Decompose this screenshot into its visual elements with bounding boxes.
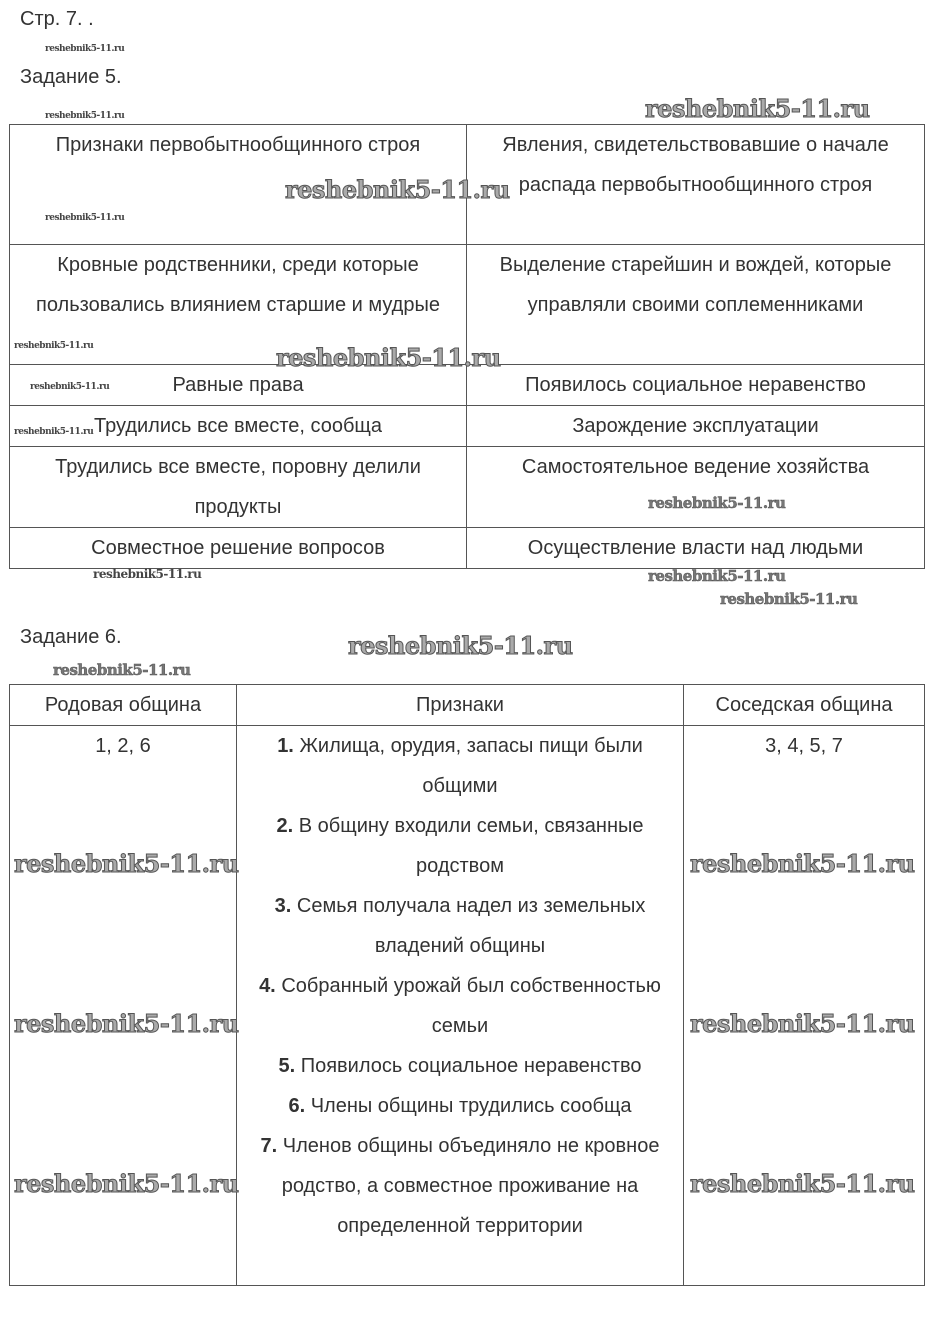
watermark: reshebnik5-11.ru: [690, 849, 915, 878]
watermark: reshebnik5-11.ru: [45, 213, 125, 223]
table-cell: Выделение старейшин и вождей, которые управляли своими соплеменниками: [467, 245, 925, 365]
feature-text: В общину входили семьи, связанные родством: [298, 815, 644, 877]
watermark: reshebnik5-11.ru: [45, 111, 125, 121]
feature-number: 5.: [278, 1055, 296, 1077]
feature-text: Члены общины трудились сообща: [310, 1095, 632, 1117]
feature-text: Семья получала надел из земельных владений общины: [296, 895, 646, 957]
watermark: reshebnik5-11.ru: [276, 343, 501, 372]
watermark: reshebnik5-11.ru: [690, 1009, 915, 1038]
table-row: [10, 528, 925, 569]
task5-title: Задание 5.: [20, 66, 122, 88]
watermark: reshebnik5-11.ru: [53, 661, 191, 679]
task6-title: Задание 6.: [20, 626, 122, 648]
table-cell: Появилось социальное неравенство: [467, 365, 925, 406]
feature-number: 6.: [288, 1095, 306, 1117]
feature-item: [243, 1086, 677, 1126]
feature-item: [243, 1046, 677, 1086]
table-cell: Равные права: [10, 365, 467, 406]
watermark: reshebnik5-11.ru: [648, 567, 786, 585]
watermark: reshebnik5-11.ru: [14, 427, 94, 437]
feature-text: Собранный урожай был собственностью семьи: [281, 975, 661, 1037]
watermark: reshebnik5-11.ru: [14, 341, 94, 351]
watermark: reshebnik5-11.ru: [645, 94, 870, 123]
watermark: reshebnik5-11.ru: [30, 382, 110, 392]
watermark: reshebnik5-11.ru: [45, 44, 125, 54]
table-cell: Осуществление власти над людьми: [467, 528, 925, 569]
feature-number: 4.: [259, 975, 276, 997]
page-label: Стр. 7. .: [20, 8, 94, 30]
feature-text: Членов общины объединяло не кровное родство, а совместное проживание на определенной территории: [281, 1135, 660, 1237]
feature-item: [243, 1126, 677, 1246]
table-cell: Кровные родственники, среди которые пользовались влиянием старшие и мудрые: [10, 245, 467, 365]
feature-item: [243, 726, 677, 806]
sosedskaya-cell: 3, 4, 5, 7: [684, 726, 925, 1286]
table-cell: Самостоятельное ведение хозяйства: [467, 447, 925, 528]
header-cell: Родовая община: [10, 685, 237, 726]
watermark: reshebnik5-11.ru: [14, 1169, 239, 1198]
feature-item: [243, 966, 677, 1046]
table-row: [10, 726, 925, 1286]
watermark: reshebnik5-11.ru: [14, 849, 239, 878]
table-cell: Трудились все вместе, сообща: [10, 406, 467, 447]
table-cell: Зарождение эксплуатации: [467, 406, 925, 447]
table-header-row: [10, 685, 925, 726]
rodovaya-cell: 1, 2, 6: [10, 726, 237, 1286]
feature-text: Появилось социальное неравенство: [300, 1055, 642, 1077]
watermark: reshebnik5-11.ru: [14, 1009, 239, 1038]
feature-number: 1.: [277, 735, 294, 757]
table-cell: Совместное решение вопросов: [10, 528, 467, 569]
features-cell: [237, 726, 684, 1286]
feature-item: [243, 806, 677, 886]
feature-number: 2.: [276, 815, 294, 837]
watermark: reshebnik5-11.ru: [348, 631, 573, 660]
feature-number: 3.: [274, 895, 292, 917]
feature-text: Жилища, орудия, запасы пищи были общими: [299, 735, 643, 797]
watermark: reshebnik5-11.ru: [93, 567, 202, 581]
watermark: reshebnik5-11.ru: [720, 590, 858, 608]
header-cell: Признаки первобытнообщинного строя: [10, 125, 467, 245]
table-cell: Трудились все вместе, поровну делили продукты: [10, 447, 467, 528]
feature-number: 7.: [260, 1135, 278, 1157]
header-cell: Явления, свидетельствовавшие о начале распада первобытнообщинного строя: [467, 125, 925, 245]
watermark: reshebnik5-11.ru: [648, 494, 786, 512]
watermark: reshebnik5-11.ru: [285, 175, 510, 204]
watermark: reshebnik5-11.ru: [690, 1169, 915, 1198]
table-row: [10, 406, 925, 447]
feature-item: [243, 886, 677, 966]
header-cell: Признаки: [237, 685, 684, 726]
header-cell: Соседская община: [684, 685, 925, 726]
table-row: [10, 447, 925, 528]
